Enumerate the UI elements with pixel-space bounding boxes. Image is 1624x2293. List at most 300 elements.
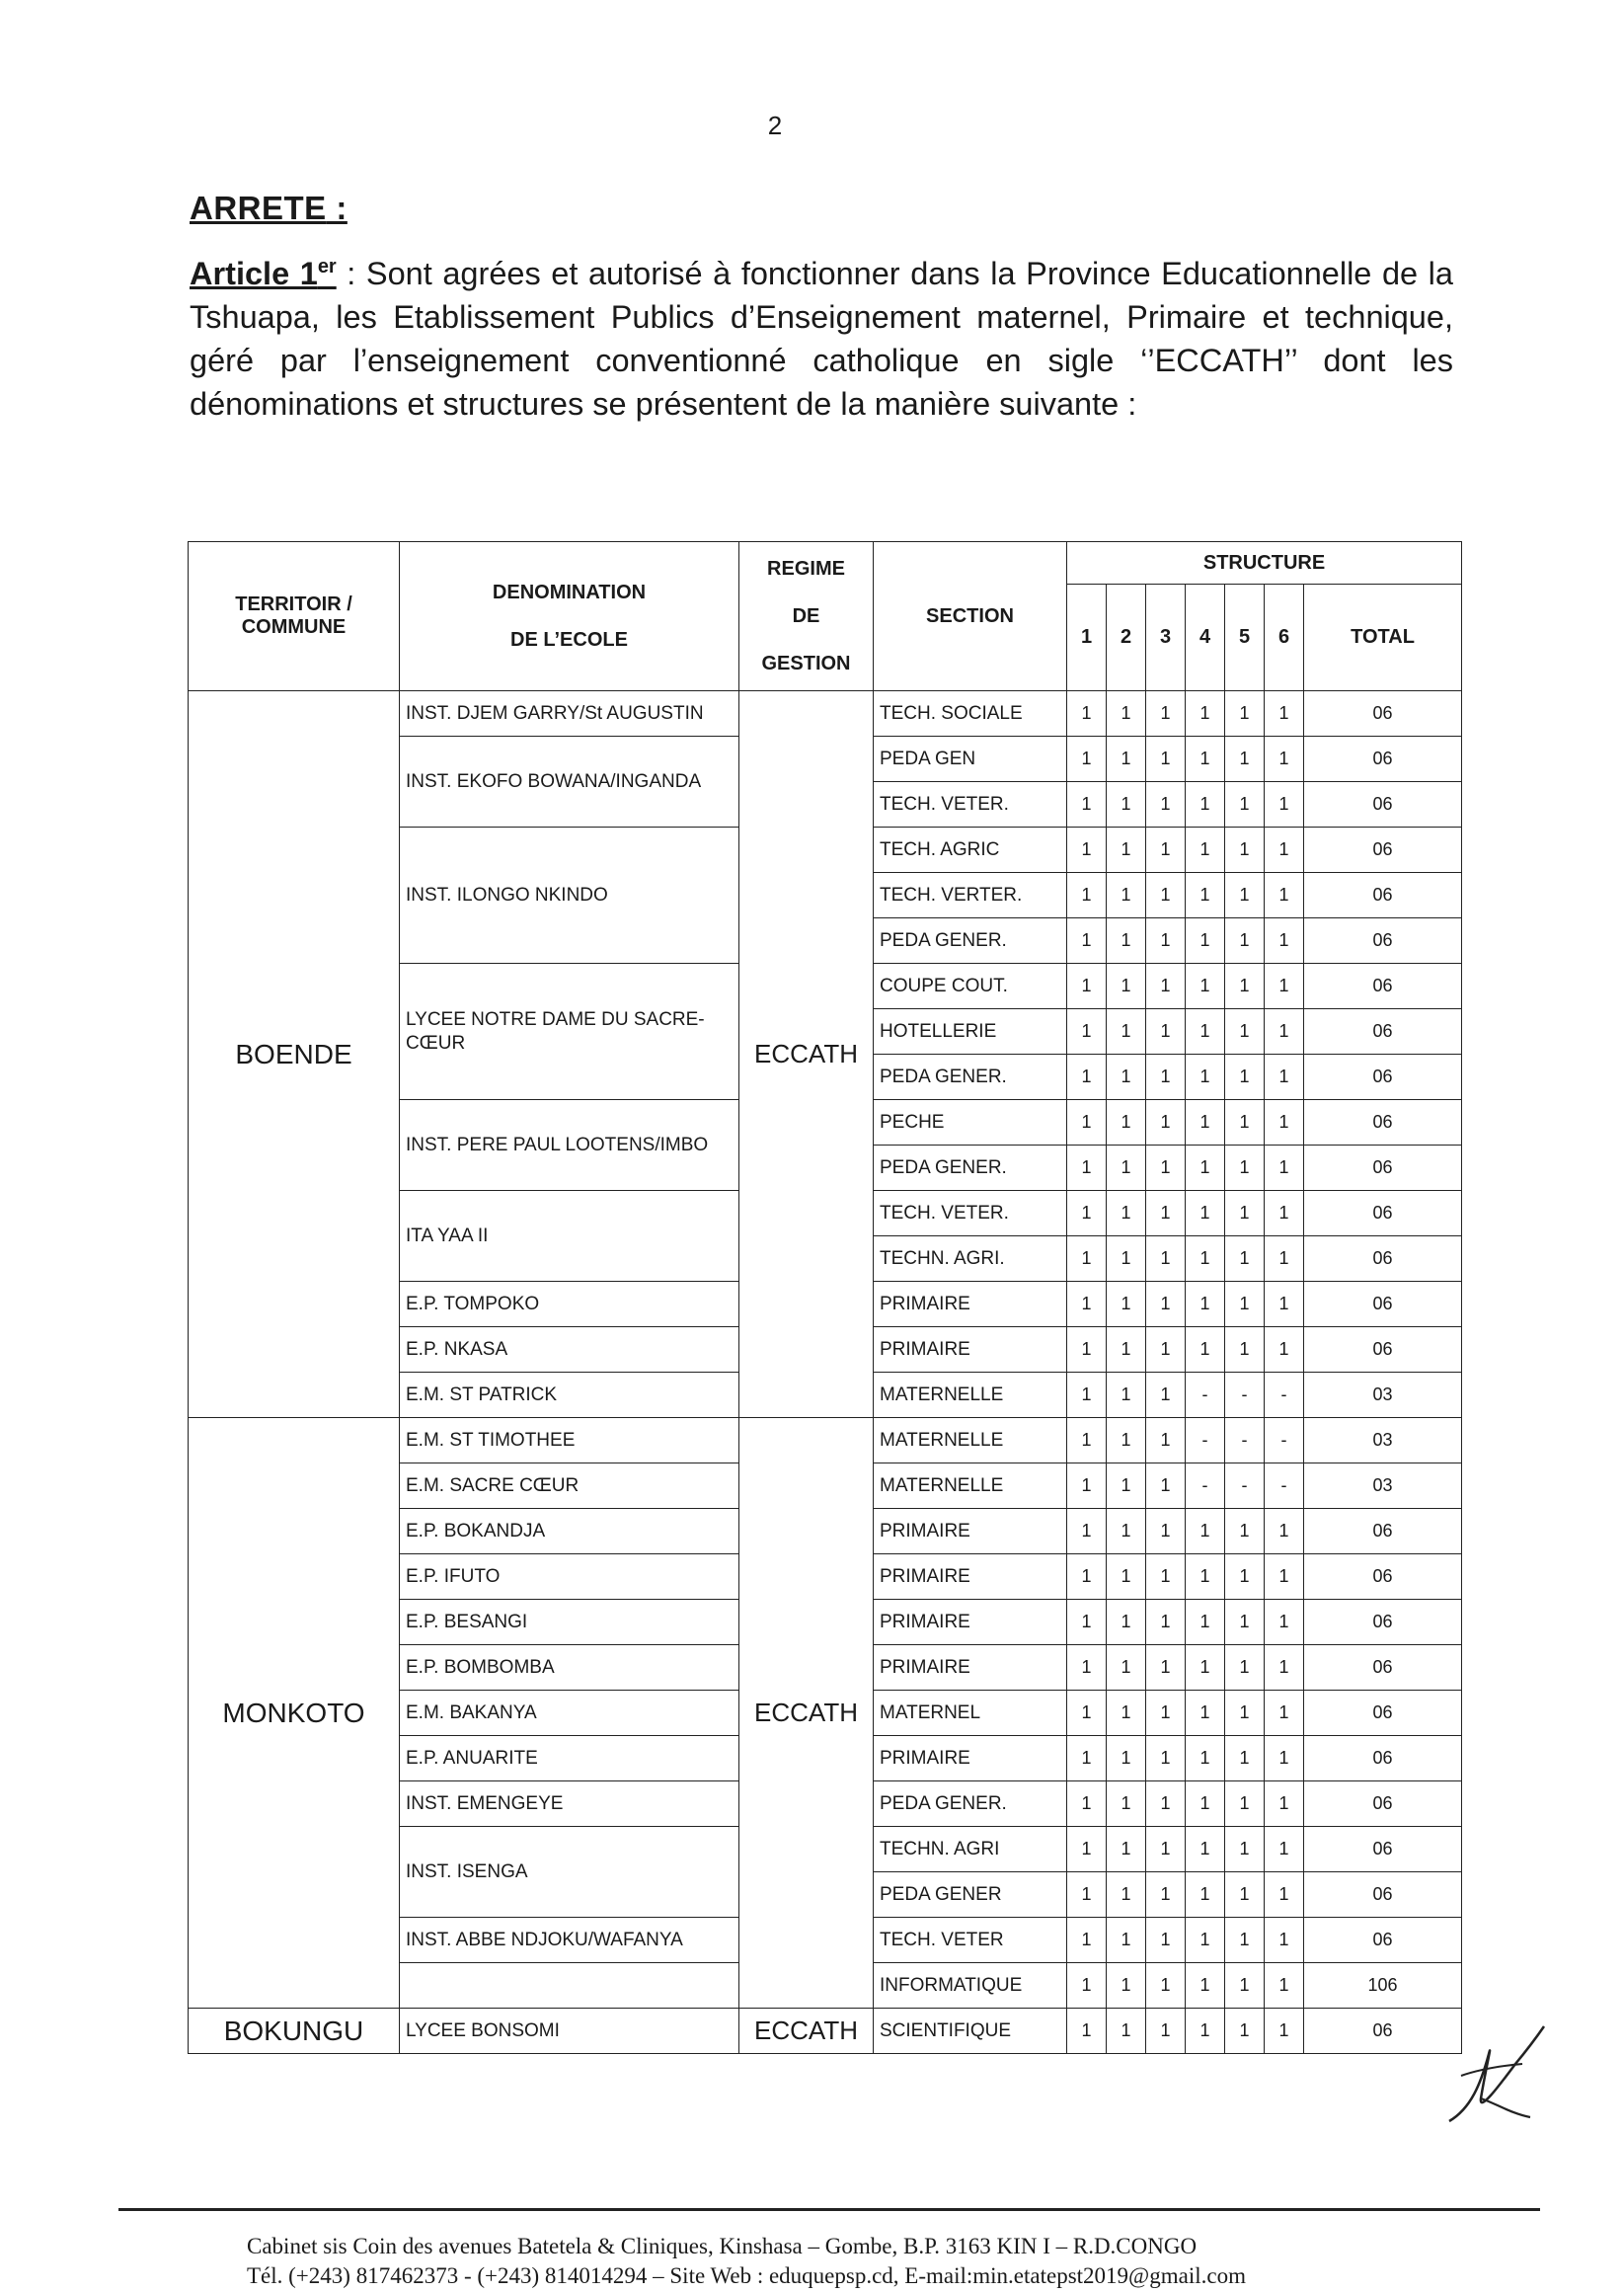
school-name-cell: INST. ISENGA (400, 1827, 739, 1918)
total-cell: 06 (1304, 918, 1462, 964)
level-cell: 1 (1186, 691, 1225, 737)
level-cell: 1 (1186, 918, 1225, 964)
table-row (189, 691, 1462, 737)
level-cell: 1 (1146, 918, 1186, 964)
regime-cell: ECCATH (739, 691, 874, 1418)
section-cell: TECH. VETER. (874, 782, 1067, 828)
school-name-cell: E.M. ST TIMOTHEE (400, 1418, 739, 1463)
school-name-cell: INST. EKOFO BOWANA/INGANDA (400, 737, 739, 828)
level-cell: 1 (1067, 1282, 1107, 1327)
level-cell: - (1186, 1373, 1225, 1418)
level-cell: 1 (1265, 2009, 1304, 2054)
level-cell: 1 (1225, 1736, 1265, 1781)
level-cell: 1 (1146, 1872, 1186, 1918)
school-name-cell: E.P. ANUARITE (400, 1736, 739, 1781)
level-cell: 1 (1067, 1736, 1107, 1781)
level-cell: 1 (1186, 1191, 1225, 1236)
header-denomination-line2: DE L’ECOLE (510, 629, 628, 651)
level-cell: 1 (1186, 1509, 1225, 1554)
header-level: 3 (1146, 585, 1186, 691)
level-cell: 1 (1265, 1736, 1304, 1781)
level-cell: 1 (1186, 1736, 1225, 1781)
level-cell: 1 (1186, 1827, 1225, 1872)
school-name-cell: INST. ILONGO NKINDO (400, 828, 739, 964)
article-text: : Sont agrées et autorisé à fonctionner dans la Province Educationnelle de la Tshuapa, les Etablissement Publics d’Enseignement maternel, Primaire et technique, géré par l’enseignement conventionné catholique en sigle ‘’ECCATH’’ dont les dénominations et structures se présentent de la manière suivante : (190, 255, 1453, 422)
header-total: TOTAL (1304, 585, 1462, 691)
regime-cell: ECCATH (739, 1418, 874, 2009)
level-cell: 1 (1067, 1100, 1107, 1146)
total-cell: 06 (1304, 1146, 1462, 1191)
section-cell: INFORMATIQUE (874, 1963, 1067, 2009)
footer-contact: Tél. (+243) 817462373 - (+243) 814014294 – Site Web : eduquepsp.cd, E-mail:min.etatepst2019@gmail.com (247, 2263, 1246, 2288)
section-cell: PRIMAIRE (874, 1736, 1067, 1781)
level-cell: 1 (1107, 1236, 1146, 1282)
level-cell: 1 (1186, 1100, 1225, 1146)
level-cell: 1 (1107, 1872, 1146, 1918)
level-cell: 1 (1225, 782, 1265, 828)
header-level: 5 (1225, 585, 1265, 691)
total-cell: 06 (1304, 1100, 1462, 1146)
school-name-cell: INST. PERE PAUL LOOTENS/IMBO (400, 1100, 739, 1191)
header-level: 6 (1265, 585, 1304, 691)
level-cell: 1 (1107, 1463, 1146, 1509)
article-label-sup: er (317, 256, 337, 277)
total-cell: 06 (1304, 828, 1462, 873)
schools-table (188, 541, 1462, 2054)
section-cell: PRIMAIRE (874, 1645, 1067, 1691)
total-cell: 06 (1304, 2009, 1462, 2054)
section-cell: PRIMAIRE (874, 1282, 1067, 1327)
level-cell: 1 (1107, 1282, 1146, 1327)
level-cell: 1 (1107, 1736, 1146, 1781)
total-cell: 06 (1304, 1554, 1462, 1600)
level-cell: 1 (1186, 782, 1225, 828)
total-cell: 06 (1304, 1827, 1462, 1872)
school-name-cell: E.M. BAKANYA (400, 1691, 739, 1736)
level-cell: 1 (1067, 1645, 1107, 1691)
section-cell: TECH. VETER. (874, 1191, 1067, 1236)
level-cell: 1 (1107, 1146, 1146, 1191)
level-cell: 1 (1265, 1600, 1304, 1645)
level-cell: 1 (1186, 1009, 1225, 1055)
level-cell: 1 (1186, 1282, 1225, 1327)
level-cell: 1 (1225, 873, 1265, 918)
school-name-cell: INST. EMENGEYE (400, 1781, 739, 1827)
total-cell: 06 (1304, 1872, 1462, 1918)
article-paragraph (190, 245, 1453, 426)
total-cell: 06 (1304, 1600, 1462, 1645)
level-cell: 1 (1225, 1191, 1265, 1236)
level-cell: 1 (1107, 964, 1146, 1009)
level-cell: 1 (1225, 918, 1265, 964)
level-cell: 1 (1265, 782, 1304, 828)
table-row (189, 1418, 1462, 1463)
level-cell: 1 (1067, 782, 1107, 828)
level-cell: 1 (1146, 964, 1186, 1009)
level-cell: 1 (1225, 1236, 1265, 1282)
signature-mark (1441, 2015, 1550, 2133)
level-cell: 1 (1146, 1463, 1186, 1509)
level-cell: 1 (1067, 1872, 1107, 1918)
total-cell: 06 (1304, 1236, 1462, 1282)
level-cell: 1 (1107, 1509, 1146, 1554)
level-cell: 1 (1265, 1645, 1304, 1691)
level-cell: 1 (1107, 1373, 1146, 1418)
total-cell: 06 (1304, 1918, 1462, 1963)
level-cell: 1 (1107, 1055, 1146, 1100)
level-cell: 1 (1107, 1600, 1146, 1645)
decree-heading (190, 190, 348, 227)
level-cell: 1 (1265, 1100, 1304, 1146)
school-name-cell: E.M. ST PATRICK (400, 1373, 739, 1418)
level-cell: 1 (1225, 1282, 1265, 1327)
school-name-cell (400, 1963, 739, 2009)
level-cell: 1 (1146, 873, 1186, 918)
level-cell: 1 (1265, 1827, 1304, 1872)
level-cell: 1 (1186, 828, 1225, 873)
level-cell: 1 (1186, 737, 1225, 782)
section-cell: MATERNELLE (874, 1373, 1067, 1418)
level-cell: 1 (1225, 737, 1265, 782)
level-cell: 1 (1067, 1009, 1107, 1055)
level-cell: 1 (1146, 1100, 1186, 1146)
level-cell: 1 (1186, 964, 1225, 1009)
section-cell: PRIMAIRE (874, 1327, 1067, 1373)
level-cell: 1 (1107, 1009, 1146, 1055)
level-cell: 1 (1067, 1963, 1107, 2009)
level-cell: 1 (1067, 828, 1107, 873)
level-cell: 1 (1146, 1191, 1186, 1236)
level-cell: 1 (1146, 1554, 1186, 1600)
level-cell: 1 (1067, 1600, 1107, 1645)
level-cell: 1 (1067, 1191, 1107, 1236)
level-cell: 1 (1265, 1872, 1304, 1918)
total-cell: 06 (1304, 1282, 1462, 1327)
level-cell: 1 (1107, 1191, 1146, 1236)
level-cell: 1 (1107, 1100, 1146, 1146)
header-denomination-line1: DENOMINATION (492, 582, 647, 603)
level-cell: 1 (1265, 1918, 1304, 1963)
section-cell: SCIENTIFIQUE (874, 2009, 1067, 2054)
section-cell: TECH. SOCIALE (874, 691, 1067, 737)
level-cell: 1 (1107, 1827, 1146, 1872)
total-cell: 06 (1304, 1691, 1462, 1736)
level-cell: 1 (1146, 737, 1186, 782)
level-cell: 1 (1146, 1509, 1186, 1554)
level-cell: 1 (1107, 918, 1146, 964)
level-cell: 1 (1265, 1327, 1304, 1373)
section-cell: PECHE (874, 1100, 1067, 1146)
school-name-cell: LYCEE BONSOMI (400, 2009, 739, 2054)
level-cell: 1 (1225, 964, 1265, 1009)
total-cell: 06 (1304, 1509, 1462, 1554)
section-cell: TECH. VERTER. (874, 873, 1067, 918)
level-cell: 1 (1146, 1645, 1186, 1691)
level-cell: 1 (1146, 1827, 1186, 1872)
level-cell: 1 (1146, 1781, 1186, 1827)
level-cell: 1 (1146, 828, 1186, 873)
level-cell: 1 (1067, 1418, 1107, 1463)
level-cell: 1 (1186, 1554, 1225, 1600)
header-regime (739, 542, 874, 691)
header-section: SECTION (874, 542, 1067, 691)
level-cell: 1 (1067, 1691, 1107, 1736)
level-cell: 1 (1225, 828, 1265, 873)
level-cell: - (1186, 1418, 1225, 1463)
level-cell: 1 (1067, 1463, 1107, 1509)
level-cell: 1 (1265, 1146, 1304, 1191)
level-cell: 1 (1067, 1781, 1107, 1827)
section-cell: PEDA GENER. (874, 1146, 1067, 1191)
level-cell: 1 (1067, 2009, 1107, 2054)
level-cell: - (1265, 1373, 1304, 1418)
level-cell: 1 (1265, 1554, 1304, 1600)
level-cell: 1 (1225, 1100, 1265, 1146)
level-cell: 1 (1265, 1282, 1304, 1327)
header-level: 4 (1186, 585, 1225, 691)
level-cell: 1 (1225, 1691, 1265, 1736)
level-cell: 1 (1225, 1781, 1265, 1827)
school-name-cell: E.M. SACRE CŒUR (400, 1463, 739, 1509)
territoire-cell: BOKUNGU (189, 2009, 400, 2054)
level-cell: - (1265, 1463, 1304, 1509)
level-cell: 1 (1146, 1600, 1186, 1645)
level-cell: 1 (1067, 1918, 1107, 1963)
regime-cell: ECCATH (739, 2009, 874, 2054)
section-cell: MATERNELLE (874, 1418, 1067, 1463)
level-cell: 1 (1265, 918, 1304, 964)
level-cell: 1 (1107, 1781, 1146, 1827)
territoire-cell: BOENDE (189, 691, 400, 1418)
level-cell: 1 (1146, 1327, 1186, 1373)
level-cell: 1 (1186, 1963, 1225, 2009)
level-cell: 1 (1146, 1918, 1186, 1963)
level-cell: 1 (1186, 1055, 1225, 1100)
level-cell: 1 (1186, 1146, 1225, 1191)
level-cell: 1 (1067, 1055, 1107, 1100)
level-cell: 1 (1067, 1373, 1107, 1418)
school-name-cell: E.P. NKASA (400, 1327, 739, 1373)
level-cell: 1 (1225, 1554, 1265, 1600)
level-cell: - (1225, 1463, 1265, 1509)
level-cell: 1 (1225, 1600, 1265, 1645)
header-structure: STRUCTURE (1067, 542, 1462, 585)
level-cell: 1 (1067, 873, 1107, 918)
table-body (189, 691, 1462, 2054)
total-cell: 06 (1304, 1191, 1462, 1236)
level-cell: 1 (1107, 1691, 1146, 1736)
level-cell: - (1186, 1463, 1225, 1509)
level-cell: 1 (1265, 691, 1304, 737)
article-label (190, 256, 337, 291)
level-cell: 1 (1225, 691, 1265, 737)
level-cell: 1 (1067, 1827, 1107, 1872)
total-cell: 06 (1304, 1645, 1462, 1691)
section-cell: TECHN. AGRI (874, 1827, 1067, 1872)
school-name-cell: E.P. BESANGI (400, 1600, 739, 1645)
section-cell: PEDA GENER (874, 1872, 1067, 1918)
total-cell: 03 (1304, 1373, 1462, 1418)
level-cell: 1 (1146, 782, 1186, 828)
level-cell: 1 (1186, 1600, 1225, 1645)
level-cell: 1 (1067, 1509, 1107, 1554)
level-cell: 1 (1146, 1055, 1186, 1100)
level-cell: 1 (1265, 1009, 1304, 1055)
level-cell: 1 (1067, 918, 1107, 964)
level-cell: 1 (1067, 691, 1107, 737)
level-cell: 1 (1067, 1554, 1107, 1600)
section-cell: PEDA GEN (874, 737, 1067, 782)
level-cell: 1 (1186, 873, 1225, 918)
school-name-cell: E.P. TOMPOKO (400, 1282, 739, 1327)
level-cell: 1 (1186, 1691, 1225, 1736)
total-cell: 06 (1304, 1009, 1462, 1055)
level-cell: 1 (1107, 1554, 1146, 1600)
level-cell: 1 (1225, 1645, 1265, 1691)
section-cell: TECHN. AGRI. (874, 1236, 1067, 1282)
level-cell: - (1225, 1373, 1265, 1418)
decree-heading-text: ARRETE (190, 190, 327, 226)
level-cell: 1 (1146, 1009, 1186, 1055)
level-cell: 1 (1265, 737, 1304, 782)
total-cell: 06 (1304, 1055, 1462, 1100)
school-name-cell: ITA YAA II (400, 1191, 739, 1282)
page-number: 2 (767, 111, 783, 140)
section-cell: PEDA GENER. (874, 1781, 1067, 1827)
total-cell: 03 (1304, 1418, 1462, 1463)
total-cell: 06 (1304, 691, 1462, 737)
level-cell: 1 (1225, 1963, 1265, 2009)
level-cell: 1 (1265, 873, 1304, 918)
header-denomination (400, 542, 739, 691)
level-cell: 1 (1146, 1736, 1186, 1781)
total-cell: 06 (1304, 1327, 1462, 1373)
level-cell: 1 (1146, 1373, 1186, 1418)
level-cell: 1 (1107, 782, 1146, 828)
total-cell: 06 (1304, 964, 1462, 1009)
header-regime-line3: GESTION (761, 653, 851, 674)
section-cell: MATERNELLE (874, 1463, 1067, 1509)
level-cell: 1 (1225, 1327, 1265, 1373)
total-cell: 06 (1304, 782, 1462, 828)
level-cell: 1 (1265, 1509, 1304, 1554)
section-cell: TECH. AGRIC (874, 828, 1067, 873)
level-cell: 1 (1225, 2009, 1265, 2054)
level-cell: 1 (1265, 1781, 1304, 1827)
section-cell: PEDA GENER. (874, 1055, 1067, 1100)
level-cell: 1 (1186, 1327, 1225, 1373)
level-cell: 1 (1107, 873, 1146, 918)
level-cell: 1 (1225, 1827, 1265, 1872)
section-cell: PRIMAIRE (874, 1554, 1067, 1600)
level-cell: 1 (1225, 1009, 1265, 1055)
level-cell: 1 (1186, 1781, 1225, 1827)
level-cell: 1 (1186, 1236, 1225, 1282)
section-cell: TECH. VETER (874, 1918, 1067, 1963)
total-cell: 03 (1304, 1463, 1462, 1509)
article-label-text: Article 1 (190, 255, 318, 291)
level-cell: 1 (1107, 1918, 1146, 1963)
level-cell: 1 (1107, 1327, 1146, 1373)
school-name-cell: E.P. IFUTO (400, 1554, 739, 1600)
footer-rule (118, 2208, 1540, 2211)
header-territoire: TERRITOIR / COMMUNE (189, 542, 400, 691)
level-cell: 1 (1146, 1691, 1186, 1736)
header-regime-line2: DE (792, 605, 820, 627)
level-cell: 1 (1067, 737, 1107, 782)
level-cell: 1 (1265, 1691, 1304, 1736)
level-cell: 1 (1265, 1963, 1304, 2009)
header-level: 2 (1107, 585, 1146, 691)
level-cell: 1 (1067, 1146, 1107, 1191)
level-cell: 1 (1265, 828, 1304, 873)
header-regime-line1: REGIME (767, 558, 845, 580)
level-cell: 1 (1186, 2009, 1225, 2054)
section-cell: COUPE COUT. (874, 964, 1067, 1009)
decree-heading-colon: : (326, 190, 348, 226)
level-cell: 1 (1225, 1146, 1265, 1191)
total-cell: 06 (1304, 1781, 1462, 1827)
school-name-cell: E.P. BOKANDJA (400, 1509, 739, 1554)
level-cell: 1 (1265, 1236, 1304, 1282)
level-cell: - (1225, 1418, 1265, 1463)
total-cell: 06 (1304, 1736, 1462, 1781)
level-cell: 1 (1107, 691, 1146, 737)
school-name-cell: INST. ABBE NDJOKU/WAFANYA (400, 1918, 739, 1963)
level-cell: 1 (1146, 1146, 1186, 1191)
level-cell: 1 (1146, 691, 1186, 737)
level-cell: 1 (1225, 1055, 1265, 1100)
school-name-cell: E.P. BOMBOMBA (400, 1645, 739, 1691)
level-cell: 1 (1265, 1191, 1304, 1236)
level-cell: 1 (1067, 964, 1107, 1009)
school-name-cell: LYCEE NOTRE DAME DU SACRE-CŒUR (400, 964, 739, 1100)
section-cell: PRIMAIRE (874, 1509, 1067, 1554)
level-cell: 1 (1107, 1418, 1146, 1463)
level-cell: 1 (1146, 1963, 1186, 2009)
level-cell: 1 (1146, 1282, 1186, 1327)
school-name-cell: INST. DJEM GARRY/St AUGUSTIN (400, 691, 739, 737)
level-cell: 1 (1107, 2009, 1146, 2054)
level-cell: 1 (1265, 1055, 1304, 1100)
level-cell: 1 (1186, 1645, 1225, 1691)
level-cell: 1 (1225, 1872, 1265, 1918)
header-level: 1 (1067, 585, 1107, 691)
footer-address: Cabinet sis Coin des avenues Batetela & Cliniques, Kinshasa – Gombe, B.P. 3163 KIN I – R.D.CONGO (247, 2234, 1198, 2258)
table-row (189, 2009, 1462, 2054)
section-cell: PEDA GENER. (874, 918, 1067, 964)
level-cell: 1 (1186, 1872, 1225, 1918)
level-cell: 1 (1067, 1327, 1107, 1373)
level-cell: 1 (1265, 964, 1304, 1009)
total-cell: 106 (1304, 1963, 1462, 2009)
level-cell: - (1265, 1418, 1304, 1463)
level-cell: 1 (1067, 1236, 1107, 1282)
total-cell: 06 (1304, 873, 1462, 918)
level-cell: 1 (1107, 1645, 1146, 1691)
level-cell: 1 (1146, 1418, 1186, 1463)
level-cell: 1 (1146, 1236, 1186, 1282)
level-cell: 1 (1107, 828, 1146, 873)
total-cell: 06 (1304, 737, 1462, 782)
section-cell: MATERNEL (874, 1691, 1067, 1736)
level-cell: 1 (1107, 737, 1146, 782)
level-cell: 1 (1107, 1963, 1146, 2009)
level-cell: 1 (1146, 2009, 1186, 2054)
territoire-cell: MONKOTO (189, 1418, 400, 2009)
level-cell: 1 (1186, 1918, 1225, 1963)
level-cell: 1 (1225, 1509, 1265, 1554)
